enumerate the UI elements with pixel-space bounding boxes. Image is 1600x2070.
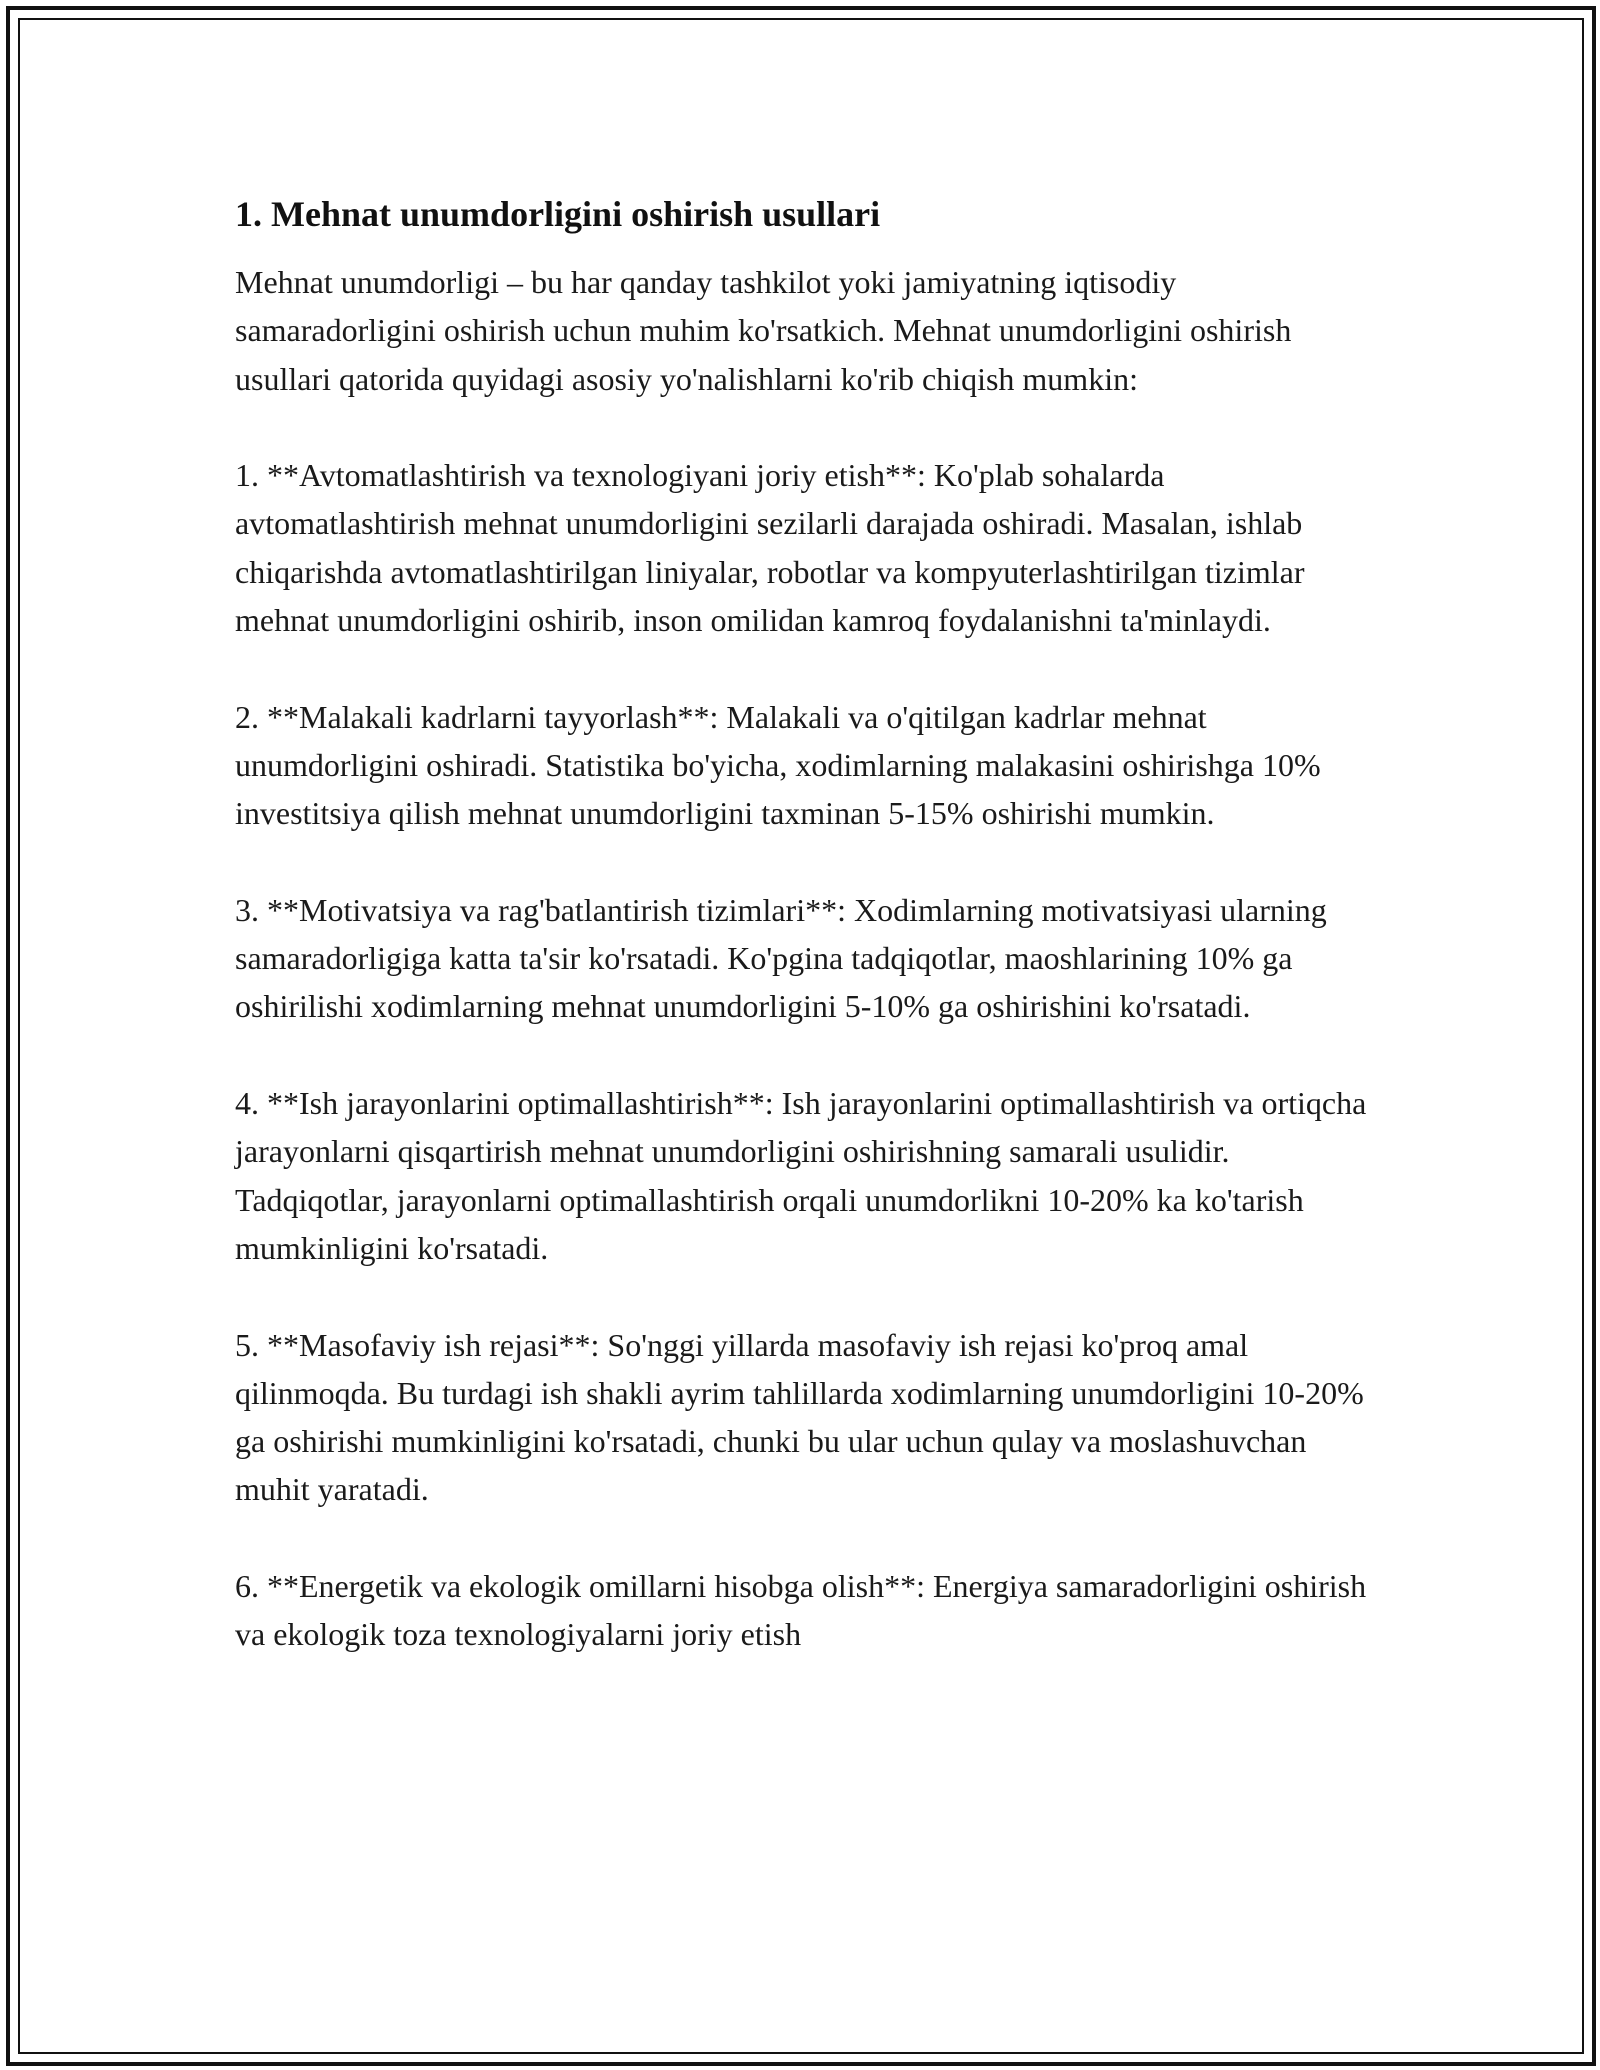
document-body	[235, 188, 1375, 1707]
list-item-motivation: 3. **Motivatsiya va rag'batlantirish tizimlari**: Xodimlarning motivatsiyasi ularning samaradorligiga katta ta'sir ko'rsatadi. Ko'pgina tadqiqotlar, maoshlarining 10% ga oshirilishi xodimlarning mehnat unumdorligini 5-10% ga oshirishini ko'rsatadi.	[235, 891, 1327, 1025]
intro-paragraph: Mehnat unumdorligi – bu har qanday tashkilot yoki jamiyatning iqtisodiy samaradorligini oshirish uchun muhim ko'rsatkich. Mehnat unumdorligini oshirish usullari qatorida quyidagi asosiy yo'nalishlarni ko'rib chiqish mumkin:	[235, 264, 1292, 397]
section-heading: 1. Mehnat unumdorligini oshirish usullari	[235, 194, 881, 234]
list-item-qualified-staff: 2. **Malakali kadrlarni tayyorlash**: Malakali va o'qitilgan kadrlar mehnat unumdorligini oshiradi. Statistika bo'yicha, xodimlarning malakasini oshirishga 10% investitsiya qilish mehnat unumdorligini taxminan 5-15% oshirishi mumkin.	[235, 698, 1321, 832]
list-item-energy-ecology: 6. **Energetik va ekologik omillarni hisobga olish**: Energiya samaradorligini oshirish va ekologik toza texnologiyalarni joriy etish	[235, 1568, 1367, 1653]
list-item-automation: 1. **Avtomatlashtirish va texnologiyani joriy etish**: Ko'plab sohalarda avtomatlashtirish mehnat unumdorligini sezilarli darajada oshiradi. Masalan, ishlab chiqarishda avtomatlashtirilgan liniyalar, robotlar va kompyuterlashtirilgan tizimlar mehnat unumdorligini oshirib, inson omilidan kamroq foydalanishni ta'minlaydi.	[235, 457, 1305, 639]
list-item-remote-work: 5. **Masofaviy ish rejasi**: So'nggi yillarda masofaviy ish rejasi ko'proq amal qilinmoqda. Bu turdagi ish shakli ayrim tahlillarda xodimlarning unumdorligini 10-20% ga oshirishi mumkinligini ko'rsatadi, chunki bu ular uchun qulay va moslashuvchan muhit yaratadi.	[235, 1326, 1364, 1508]
list-item-process-optimization: 4. **Ish jarayonlarini optimallashtirish**: Ish jarayonlarini optimallashtirish va ortiqcha jarayonlarni qisqartirish mehnat unumdorligini oshirishning samarali usulidir. Tadqiqotlar, jarayonlarni optimallashtirish orqali unumdorlikni 10-20% ka ko'tarish mumkinligini ko'rsatadi.	[235, 1085, 1367, 1266]
